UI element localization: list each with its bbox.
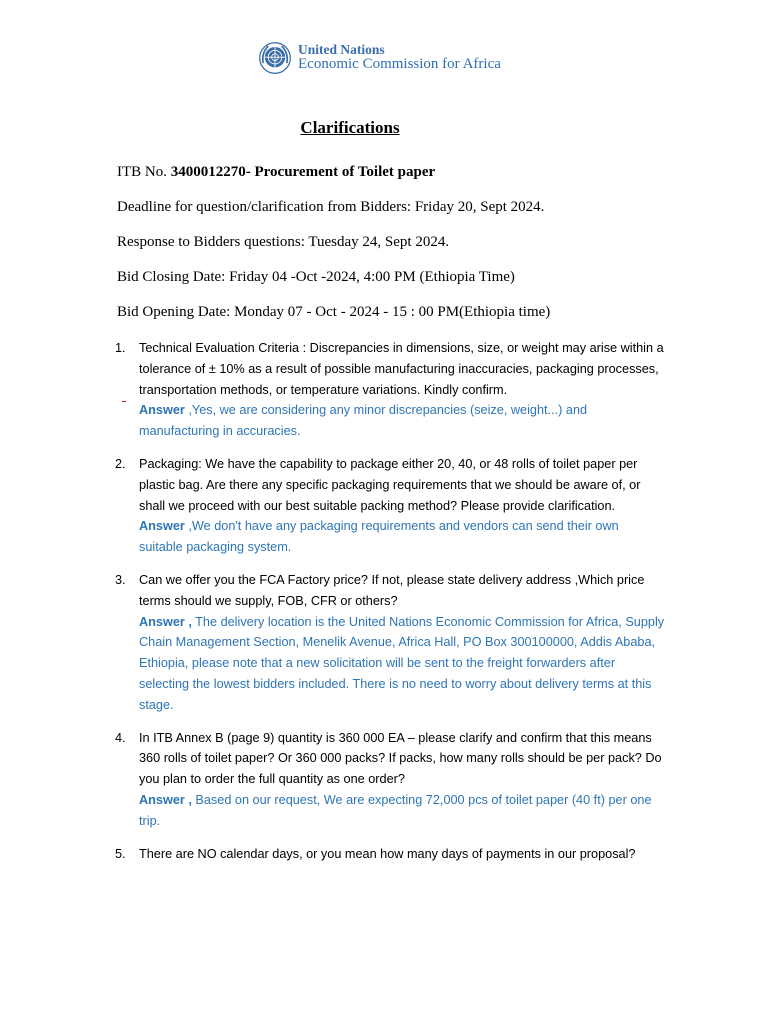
title-text: Clarifications <box>300 118 400 137</box>
answer-label: Answer , <box>139 614 192 629</box>
item-number: 4. <box>115 730 126 745</box>
item-question: There are NO calendar days, or you mean how many days of payments in our proposal? <box>139 846 636 861</box>
itb-prefix: ITB No. <box>117 164 171 180</box>
answer-text: The delivery location is the United Nations Economic Commission for Africa, Supply Chain Management Section, Menelik Avenue, Africa Hall, PO Box 300100000, Addis Ababa, Ethiopia, please note that a new solicitation will be sent to the freight forwarders after selecting the lowest bidders included. There is no need to worry about delivery terms at this stage. <box>139 614 665 712</box>
answer-text: ,Yes, we are considering any minor discrepancies (seize, weight...) and manufacturing in accuracies. <box>139 403 588 439</box>
item-answer <box>139 612 665 716</box>
item-number: 3. <box>115 572 126 587</box>
item-number: 1. <box>115 341 126 355</box>
itb-line <box>117 164 435 181</box>
un-emblem-icon <box>258 41 292 75</box>
answer-text: ,We don't have any packaging requirements and vendors can send their own suitable packaging system. <box>139 519 619 555</box>
opening-line: Bid Opening Date: Monday 07 - Oct - 2024 - 15 : 00 PM(Ethiopia time) <box>117 304 551 320</box>
item-answer <box>139 400 665 442</box>
un-logo <box>258 41 501 75</box>
itb-number-title: 3400012270- Procurement of Toilet paper <box>170 164 436 180</box>
list-item <box>115 454 665 558</box>
item-answer <box>139 790 665 832</box>
list-item <box>115 570 665 716</box>
answer-label: Answer , <box>139 792 192 807</box>
org-line1: United Nations <box>298 42 385 58</box>
item-question: Can we offer you the FCA Factory price? If not, please state delivery address ,Which price terms should we supply, FOB, CFR or others? <box>139 572 645 608</box>
list-item <box>115 338 665 442</box>
list-item <box>115 728 665 832</box>
answer-label: Answer <box>139 519 185 534</box>
logo-text <box>298 43 501 73</box>
closing-line: Bid Closing Date: Friday 04 -Oct -2024, 4:00 PM (Ethiopia Time) <box>117 269 515 285</box>
answer-label: Answer <box>139 403 185 418</box>
item-number: 2. <box>115 456 126 471</box>
deadline-line: Deadline for question/clarification from Bidders: Friday 20, Sept 2024. <box>117 199 545 215</box>
item-answer <box>139 516 665 558</box>
item-question: In ITB Annex B (page 9) quantity is 360 000 EA – please clarify and confirm that this means 360 rolls of toilet paper? Or 360 000 packs? If packs, how many rolls should be per pack? Do you plan to order the full quantity as one order? <box>139 730 662 787</box>
item-question: Packaging: We have the capability to package either 20, 40, or 48 rolls of toilet paper per plastic bag. Are there any specific packaging requirements that we should be aware of, or shall we proceed with our best suitable packing method? Please provide clarification. <box>139 456 641 513</box>
item-question: Technical Evaluation Criteria : Discrepancies in dimensions, size, or weight may arise within a tolerance of ± 10% as a result of possible manufacturing inaccuracies, packaging processes, transportation methods, or temperature variations. Kindly confirm. <box>139 341 664 397</box>
org-line2: Economic Commission for Africa <box>298 56 501 73</box>
response-line: Response to Bidders questions: Tuesday 24, Sept 2024. <box>117 234 450 250</box>
clarification-list <box>115 338 665 876</box>
item-number: 5. <box>115 846 126 861</box>
page-title <box>0 118 700 138</box>
answer-text: Based on our request, We are expecting 72,000 pcs of toilet paper (40 ft) per one trip. <box>139 792 652 828</box>
list-item <box>115 844 665 865</box>
